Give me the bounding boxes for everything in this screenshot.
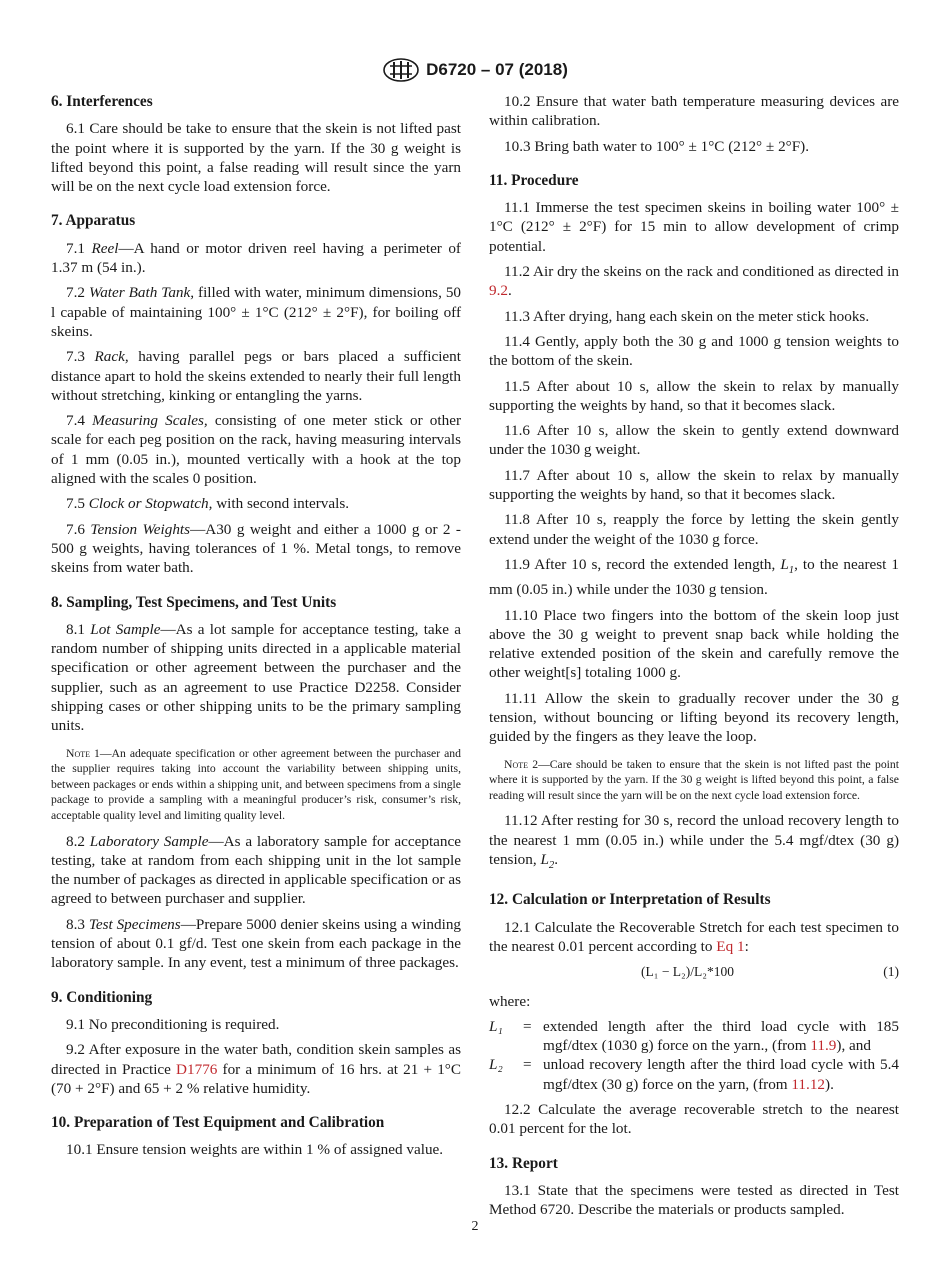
equation-number: (1) xyxy=(883,964,899,980)
para-7-1: 7.1 Reel—A hand or motor driven reel having a perimeter of 1.37 m (54 in.). xyxy=(51,239,461,277)
page-number: 2 xyxy=(471,1219,479,1234)
section-7-title: 7. Apparatus xyxy=(51,212,136,230)
para-7-4: 7.4 Measuring Scales, consisting of one meter stick or other scale for each peg position on the rack, having measuring intervals of 1 mm (0.05 in.), mounted vertically with a hook at the top aligned with the scales 0 position. xyxy=(51,412,462,488)
para-8-1: 8.1 Lot Sample—As a lot sample for acceptance testing, take a random number of shipping units directed in a applicable material specification or other agreement between the purchaser and the supplier, such as an agreement to use Practice D2258. Consider shipping cases or other shipping units to be the primary sampling units. xyxy=(51,620,462,735)
para-10-2: 10.2 Ensure that water bath temperature measuring devices are within calibration. xyxy=(489,93,899,130)
astm-logo-icon xyxy=(382,58,420,82)
para-13-1: 13.1 State that the specimens were tested as directed in Test Method 6720. Describe the materials or products sampled. xyxy=(489,1181,899,1219)
para-11-7: 11.7 After about 10 s, allow the skein to relax by manually supporting the weights by hand, so that it becomes slack. xyxy=(489,466,899,504)
para-10-3: 10.3 Bring bath water to 100° ± 1°C (212° ± 2°F). xyxy=(504,137,810,155)
para-11-12: 11.12 After resting for 30 s, record the unload recovery length to the nearest 1 mm (0.05 in.) while under the 5.4 mgf/dtex (30 g) tension, $L_2$. xyxy=(489,812,899,872)
para-11-9: 11.9 After 10 s, record the extended length, $L_1$, to the nearest 1 mm (0.05 in.) while under the 1030 g tension. xyxy=(489,555,900,599)
para-11-2: 11.2 Air dry the skeins on the rack and conditioned as directed in 9.2. xyxy=(489,263,899,300)
where-label: where: xyxy=(489,992,531,1010)
definition-l1: L₁ = extended length after the third load cycle with 185 mgf/dtex (1030 g) force on the yarn., (from 11.9), and xyxy=(489,1017,899,1055)
para-10-1: 10.1 Ensure tension weights are within 1 % of assigned value. xyxy=(66,1141,444,1159)
ref-d1776-link[interactable]: D1776 xyxy=(176,1060,218,1078)
para-11-10: 11.10 Place two fingers into the bottom of the skein loop just above the 30 g weight to prevent snap back while holding the relative extended position of the skein and carefully remove the other weight[s] totaling 1000 g. xyxy=(489,606,899,682)
para-9-2: 9.2 After exposure in the water bath, condition skein samples as directed in Practice D1776 for a minimum of 16 hrs. at 21 + 1°C (70 + 2°F) and 65 + 2 % relative humidity. xyxy=(51,1041,461,1097)
ref-eq-1-link[interactable]: Eq 1 xyxy=(716,937,745,955)
equation-1 xyxy=(489,962,899,981)
section-10-title: 10. Preparation of Test Equipment and Calibration xyxy=(51,1114,385,1132)
para-8-3: 8.3 Test Specimens—Prepare 5000 denier skeins using a winding tension of about 0.1 gf/d. Test one skein from each package in the laboratory sample. In any event, test a minimum of three packages. xyxy=(51,915,462,972)
note-1: Note 1—An adequate specification or other agreement between the purchaser and the supplier requires taking into account the variability between shipping units, between packages or ends within a shipping unit, and between specimens from a single package to provide a sampling with a meaningful producer’s risk, consumer’s risk, acceptable quality level and limiting quality level. xyxy=(51,746,461,822)
left-column xyxy=(51,92,461,1166)
document-id: D6720 – 07 (2018) xyxy=(426,60,568,79)
section-12-title: 12. Calculation or Interpretation of Results xyxy=(489,891,771,909)
para-11-1: 11.1 Immerse the test specimen skeins in boiling water 100° ± 1°C (212° ± 2°F) for 15 min to allow development of crimp potential. xyxy=(489,199,899,255)
definition-l2: L₂ = unload recovery length after the third load cycle with 5.4 mgf/dtex (30 g) force on the yarn, (from 11.12). xyxy=(489,1056,899,1093)
para-7-5: 7.5 Clock or Stopwatch, with second intervals. xyxy=(66,495,350,513)
section-8-title: 8. Sampling, Test Specimens, and Test Units xyxy=(51,593,337,611)
definitions-list xyxy=(489,1017,899,1094)
para-12-2: 12.2 Calculate the average recoverable stretch to the nearest 0.01 percent for the lot. xyxy=(489,1101,899,1138)
ref-11-9-link[interactable]: 11.9 xyxy=(810,1037,837,1055)
para-7-2: 7.2 Water Bath Tank, filled with water, minimum dimensions, 50 l capable of maintaining 100° ± 1°C (212° ± 2°F), for boiling off skeins. xyxy=(51,284,462,340)
note-2: Note 2—Care should be taken to ensure that the skein is not lifted past the point where it is supported by the yarn. If the 30 g weight is lifted beyond this point, a false reading will result since the yarn will be on the next cycle load extension force. xyxy=(489,757,899,802)
para-9-1: 9.1 No preconditioning is required. xyxy=(66,1015,280,1033)
page-header xyxy=(0,57,950,83)
para-12-1: 12.1 Calculate the Recoverable Stretch for each test specimen to the nearest 0.01 percent according to Eq 1: xyxy=(489,918,899,955)
section-6-title: 6. Interferences xyxy=(51,93,153,110)
para-11-8: 11.8 After 10 s, reapply the force by letting the skein gently extend under the weight of the 1030 g force. xyxy=(489,511,899,548)
equation-formula: (L₁ − L₂)/L₂*100 xyxy=(641,964,734,980)
section-9-title: 9. Conditioning xyxy=(51,988,153,1006)
para-11-11: 11.11 Allow the skein to gradually recover under the 30 g tension, without bouncing or lifting beyond its recovery length, guided by the fingers as they leave the loop. xyxy=(489,689,899,746)
para-8-2: 8.2 Laboratory Sample—As a laboratory sample for acceptance testing, take at random from each shipping unit in the lot sample the number of packages as directed in applicable specification or as agreed to between purchaser and supplier. xyxy=(51,832,461,908)
para-7-6: 7.6 Tension Weights—A30 g weight and either a 1000 g or 2 - 500 g weights, having tolerances of 1 %. Metal tongs, to remove skeins from water bath. xyxy=(51,520,461,577)
ref-11-12-link[interactable]: 11.12 xyxy=(791,1075,826,1093)
para-11-3: 11.3 After drying, hang each skein on the meter stick hooks. xyxy=(504,307,870,325)
para-7-3: 7.3 Rack, having parallel pegs or bars placed a sufficient distance apart to hold the skeins extended to nearly their full length without stretching, kinking or entangling the yarns. xyxy=(51,348,461,404)
ref-9-2-link[interactable]: 9.2 xyxy=(489,282,508,300)
para-11-4: 11.4 Gently, apply both the 30 g and 1000 g tension weights to the bottom of the skein. xyxy=(489,332,899,370)
para-6-1: 6.1 Care should be take to ensure that the skein is not lifted past the point where it is supported by the yarn. If the 30 g weight is lifted beyond this point, a false reading will result since the yarn will be on the next cycle load extension force. xyxy=(51,120,461,196)
section-11-title: 11. Procedure xyxy=(489,171,579,189)
para-11-6: 11.6 After 10 s, allow the skein to gently extend downward under the 1030 g weight. xyxy=(489,422,899,459)
right-column xyxy=(489,92,899,1226)
para-11-5: 11.5 After about 10 s, allow the skein to relax by manually supporting the weights by hand, so that it becomes slack. xyxy=(489,377,899,414)
section-13-title: 13. Report xyxy=(489,1154,558,1172)
